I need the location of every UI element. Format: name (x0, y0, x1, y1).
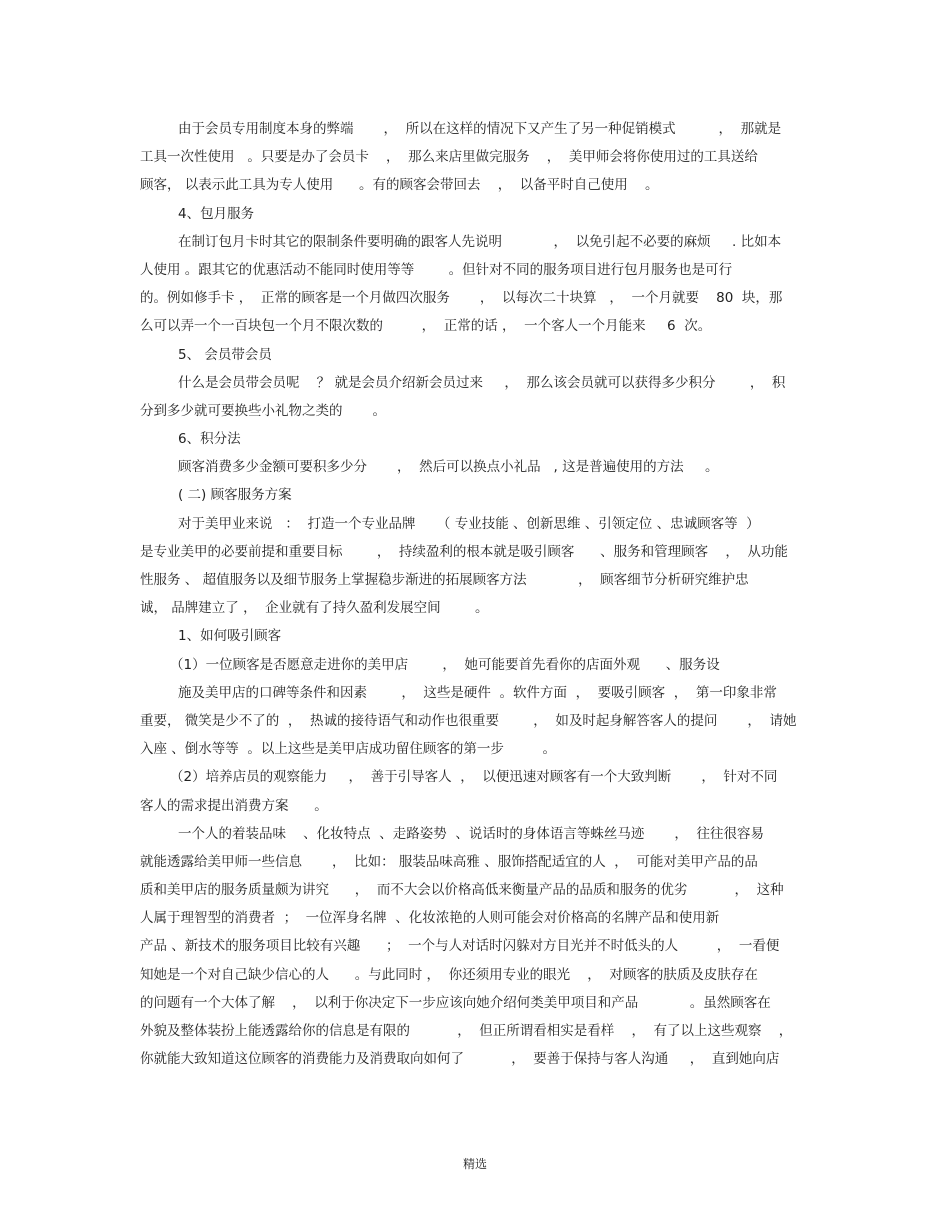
paragraph-line: 分到多少就可要换些小礼物之类的 。 (140, 402, 387, 419)
section-heading: 6、积分法 (178, 431, 241, 448)
paragraph-line: 人属于理智型的消费者 ； 一位浑身名牌 、化妆浓艳的人则可能会对价格高的名牌产品和使用新 (140, 910, 720, 927)
section-heading: ( 二) 顾客服务方案 (178, 487, 292, 504)
paragraph-line: 人使用 。跟其它的优惠活动不能同时使用等等 。但针对不同的服务项目进行包月服务也是可行 (140, 261, 733, 278)
paragraph-line: 客人的需求提出消费方案 。 (140, 797, 328, 814)
paragraph-line: 由于会员专用制度本身的弊端 ， 所以在这样的情况下又产生了另一种促销模式 ， 那就是 (178, 121, 782, 137)
paragraph-line: 外貌及整体装扮上能透露给你的信息是有限的 ， 但正所谓看相实是看样 ， 有了以上这些观察 ， (140, 1023, 793, 1039)
paragraph-line: 的。例如修手卡 ， 正常的顾客是一个月做四次服务 ， 以每次二十块算 ， 一个月就要 80 块，那 (140, 290, 783, 307)
paragraph-line: 质和美甲店的服务质量颇为讲究 ， 而不大会以价格高低来衡量产品的品质和服务的优劣 ， 这种 (140, 882, 784, 899)
paragraph-line: 施及美甲店的口碑等条件和因素 ， 这些是硬件 。软件方面 ， 要吸引顾客 ， 第一印象非常 (178, 684, 777, 701)
section-heading: 4、包月服务 (178, 205, 255, 222)
paragraph-line: 工具一次性使用 。只要是办了会员卡 ， 那么来店里做完服务 ， 美甲师会将你使用过的工具送给 (140, 149, 758, 166)
paragraph-line: 知她是一个对自己缺少信心的人 。与此同时 ， 你还须用专业的眼光 ， 对顾客的肤质及皮肤存在 (140, 966, 758, 983)
paragraph-line: 重要， 微笑是少不了的 ， 热诚的接待语气和动作也很重要 ， 如及时起身解答客人的提问 ， 请她 (140, 712, 797, 729)
page-footer: 精选 (462, 1157, 487, 1171)
paragraph-line: （2）培养店员的观察能力 ， 善于引导客人 ， 以便迅速对顾客有一个大致判断 ， 针对不同 (170, 769, 778, 786)
paragraph-line: 诚， 品牌建立了 ， 企业就有了持久盈利发展空间 。 (140, 600, 489, 617)
paragraph-line: （1）一位顾客是否愿意走进你的美甲店 ， 她可能要首先看你的店面外观 、服务设 (170, 656, 720, 673)
paragraph-line: 你就能大致知道这位顾客的消费能力及消费取向如何了 ， 要善于保持与客人沟通 ， 直到她向店 (140, 1051, 780, 1068)
paragraph-line: 顾客， 以表示此工具为专人使用 。有的顾客会带回去 ， 以备平时自己使用 。 (140, 177, 659, 194)
paragraph-line: 就能透露给美甲师一些信息 ， 比如： 服装品味高雅 、服饰搭配适宜的人 ， 可能对美甲产品的品 (140, 853, 758, 870)
paragraph-line: 顾客消费多少金额可要积多少分 ， 然后可以换点小礼品 , 这是普遍使用的方法 。 (178, 459, 719, 476)
paragraph-line: 性服务 、 超值服务以及细节服务上掌握稳步渐进的拓展顾客方法 ， 顾客细节分析研究维护忠 (140, 572, 749, 588)
paragraph-line: 在制订包月卡时其它的限制条件要明确的跟客人先说明 ， 以免引起不必要的麻烦 . 比如本 (178, 233, 782, 250)
paragraph-line: 产品 、新技术的服务项目比较有兴趣 ； 一个与人对话时闪躲对方目光并不时低头的人 ， 一看便 (140, 938, 780, 955)
section-heading: 1、如何吸引顾客 (178, 628, 282, 645)
paragraph-line: 一个人的着装品味 、化妆特点 、走路姿势 、说话时的身体语言等蛛丝马迹 ， 往往很容易 (178, 825, 764, 842)
paragraph-line: 什么是会员带会员呢 ？ 就是会员介绍新会员过来 ， 那么该会员就可以获得多少积分 ， 积 (178, 374, 786, 391)
document-body (140, 115, 810, 1073)
paragraph-line: 的问题有一个大体了解 ， 以利于你决定下一步应该向她介绍何类美甲项目和产品 。虽然顾客在 (140, 994, 771, 1011)
paragraph-line: 么可以弄一个一百块包一个月不限次数的 ， 正常的话 ， 一个客人一个月能来 6 次。 (140, 318, 712, 335)
paragraph-line: 入座 、倒水等等 。以上这些是美甲店成功留住顾客的第一步 。 (140, 741, 556, 758)
paragraph-line: 是专业美甲的必要前提和重要目标 ， 持续盈利的根本就是吸引顾客 、服务和管理顾客 ， 从功能 (140, 543, 788, 560)
paragraph-line: 对于美甲业来说 ： 打造一个专业品牌 （ 专业技能 、创新思维 、引领定位 、忠诚顾客等 ） (178, 515, 760, 532)
section-heading: 5、 会员带会员 (178, 346, 272, 363)
